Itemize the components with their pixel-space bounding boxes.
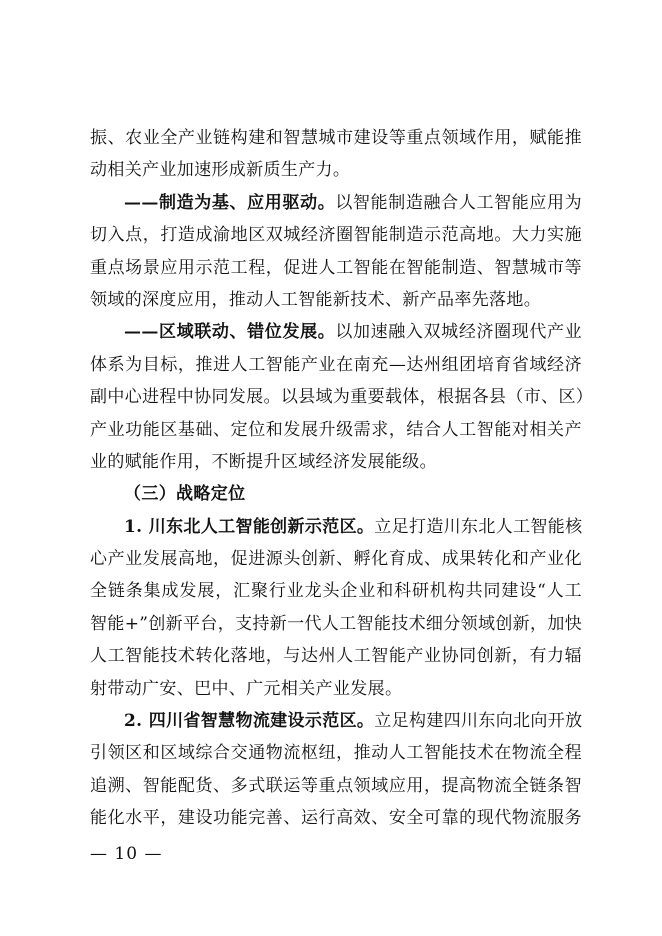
body-line (90, 511, 582, 543)
body-line: 心产业发展高地，促进源头创新、孵化育成、成果转化和产业化 (90, 549, 582, 570)
line-text: 立足打造川东北人工智能核 (374, 516, 583, 537)
body-line: 重点场景应用示范工程，促进人工智能在智能制造、智慧城市等 (90, 257, 582, 278)
body-line: 领域的深度应用，推动人工智能新技术、新产品率先落地。 (90, 289, 542, 310)
body-line: 人工智能技术转化落地，与达州人工智能产业协同创新，有力辐 (90, 646, 582, 667)
body-line: 体系为目标，推进人工智能产业在南充—达州组团培育省域经济 (90, 354, 582, 375)
body-line: 射带动广安、巴中、广元相关产业发展。 (90, 678, 403, 699)
body-line: 业的赋能作用，不断提升区域经济发展能级。 (90, 451, 437, 472)
paragraph-lead: 2. 四川省智慧物流建设示范区。 (124, 711, 375, 732)
body-line: 追溯、智能配货、多式联运等重点领域应用，提高物流全链条智 (90, 775, 582, 796)
page-number: — 10 — (90, 844, 163, 864)
body-line: 振、农业全产业链构建和智慧城市建设等重点领域作用，赋能推 (90, 128, 582, 148)
body-line (90, 705, 582, 737)
line-text: 立足构建四川东向北向开放 (374, 711, 583, 732)
paragraph-lead: ——区域联动、错位发展。 (124, 322, 336, 343)
body-line: 引领区和区域综合交通物流枢纽，推动人工智能技术在物流全程 (90, 743, 582, 764)
body-line (90, 187, 582, 219)
body-line: 产业功能区基础、定位和发展升级需求，结合人工智能对相关产 (90, 419, 582, 440)
body-line: 动相关产业加速形成新质生产力。 (90, 160, 351, 181)
body-line: 切入点，打造成渝地区双城经济圈智能制造示范高地。大力实施 (90, 225, 582, 246)
document-body (90, 122, 594, 835)
body-line: 副中心进程中协同发展。以县域为重要载体，根据各县（市、区） (90, 387, 594, 408)
line-text: 以加速融入双城经济圈现代产业 (335, 322, 582, 343)
body-line (90, 316, 582, 348)
body-line: 能化水平，建设功能完善、运行高效、安全可靠的现代物流服务 (90, 808, 582, 829)
body-line: 智能+”创新平台，支持新一代人工智能技术细分领域创新，加快 (90, 613, 583, 634)
section-heading: （三）战略定位 (124, 484, 246, 505)
paragraph-lead: 1. 川东北人工智能创新示范区。 (124, 516, 375, 537)
line-text: 以智能制造融合人工智能应用为 (335, 192, 582, 213)
paragraph-lead: ——制造为基、应用驱动。 (124, 192, 336, 213)
body-line: 全链条集成发展，汇聚行业龙头企业和科研机构共同建设“人工 (90, 581, 582, 602)
